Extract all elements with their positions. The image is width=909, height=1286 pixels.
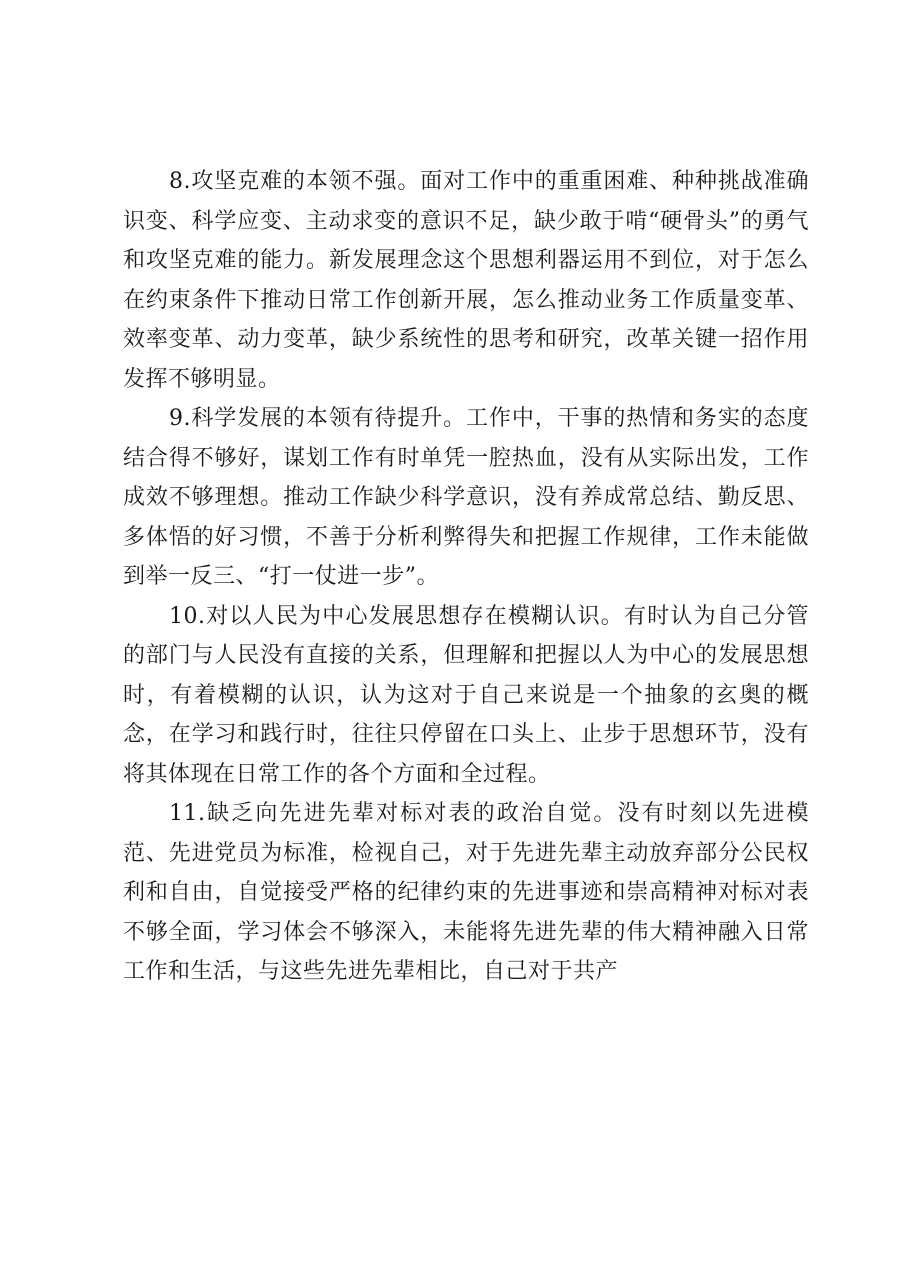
paragraph-9: 9.科学发展的本领有待提升。工作中，干事的热情和务实的态度结合得不够好，谋划工作有时单凭一腔热血，没有从实际出发，工作成效不够理想。推动工作缺少科学意识，没有养成常总结、勤反思、多体悟的好习惯，不善于分析利弊得失和把握工作规律，工作未能做到举一反三、“打一仗进一步”。 <box>123 406 809 589</box>
paragraph-11: 11.缺乏向先进先辈对标对表的政治自觉。没有时刻以先进模范、先进党员为标准，检视自己，对于先进先辈主动放弃部分公民权利和自由，自觉接受严格的纪律约束的先进事迹和崇高精神对标对表不够全面，学习体会不够深入，未能将先进先辈的伟大精神融入日常工作和生活，与这些先进先辈相比，自己对于共产 <box>123 801 809 984</box>
paragraph-8: 8.攻坚克难的本领不强。面对工作中的重重困难、种种挑战准确识变、科学应变、主动求变的意识不足，缺少敢于啃“硬骨头”的勇气和攻坚克难的能力。新发展理念这个思想利器运用不到位，对于怎么在约束条件下推动日常工作创新开展，怎么推动业务工作质量变革、效率变革、动力变革，缺少系统性的思考和研究，改革关键一招作用发挥不够明显。 <box>123 169 809 392</box>
document-body <box>123 162 809 992</box>
paragraph-10: 10.对以人民为中心发展思想存在模糊认识。有时认为自己分管的部门与人民没有直接的关系，但理解和把握以人为中心的发展思想时，有着模糊的认识，认为这对于自己来说是一个抽象的玄奥的概念，在学习和践行时，往往只停留在口头上、止步于思想环节，没有将其体现在日常工作的各个方面和全过程。 <box>123 603 809 787</box>
